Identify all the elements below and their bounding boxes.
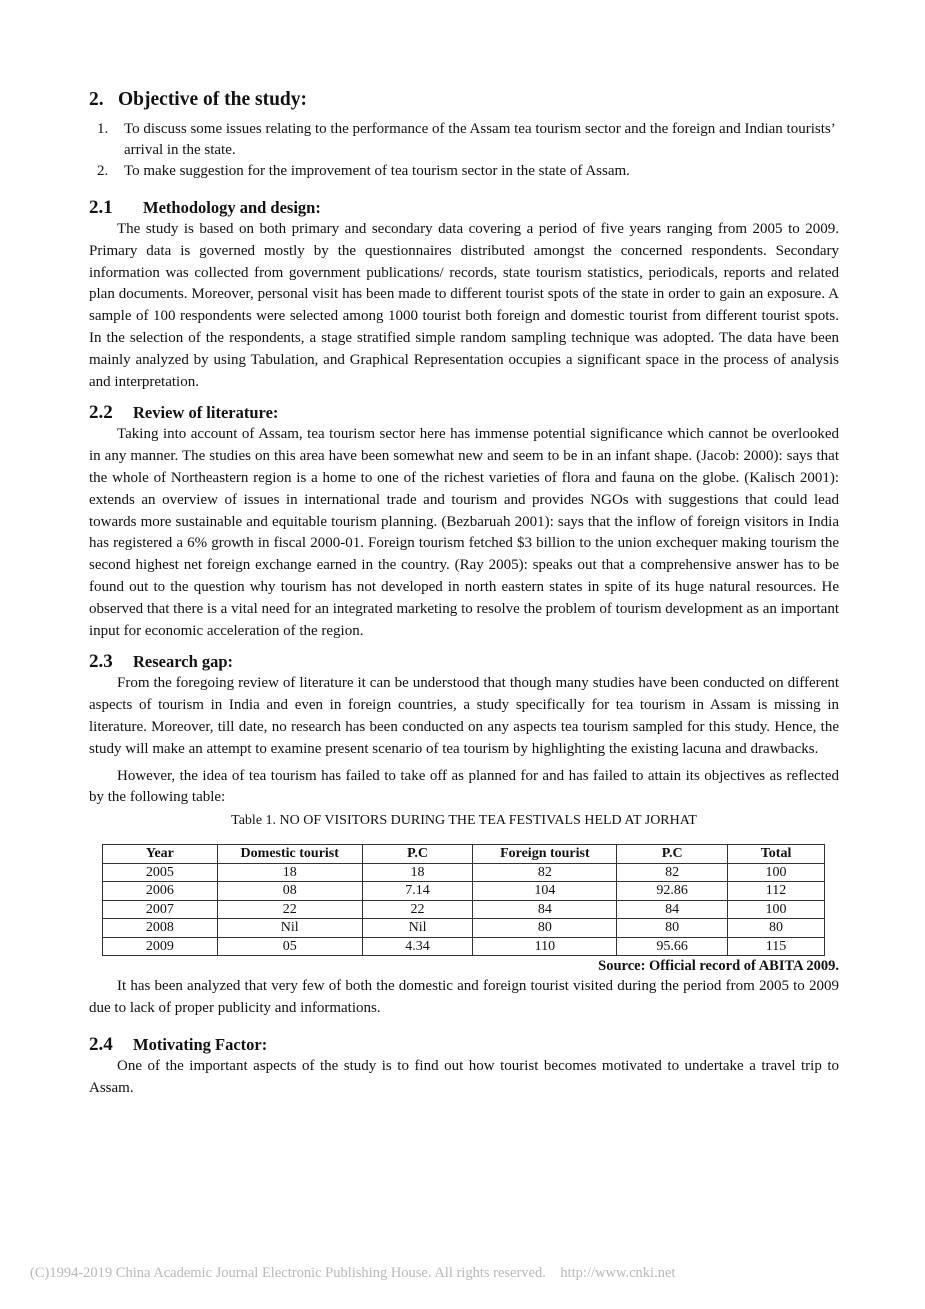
- column-header: P.C: [362, 845, 473, 864]
- list-text: To make suggestion for the improvement of tea tourism sector in the state of Assam.: [124, 163, 630, 179]
- table-header-row: [103, 845, 825, 864]
- section-number: 2.3: [89, 651, 113, 673]
- objectives-list: [89, 119, 839, 182]
- table-cell: Nil: [217, 919, 362, 938]
- column-header: Foreign tourist: [473, 845, 617, 864]
- table-caption: Table 1. NO OF VISITORS DURING THE TEA FESTIVALS HELD AT JORHAT: [231, 813, 697, 829]
- table-row: [103, 937, 825, 956]
- table-cell: 95.66: [617, 937, 728, 956]
- list-text: To discuss some issues relating to the performance of the Assam tea tourism sector and the foreign and Indian tourists’ arrival in the state.: [124, 121, 835, 158]
- section-2-2-heading: [89, 402, 839, 424]
- section-title: Objective of the study:: [118, 89, 308, 110]
- table-cell: 82: [473, 863, 617, 882]
- research-gap-paragraph: From the foregoing review of literature it can be understood that though many studies have been conducted on different aspects of tourism in India and even in foreign countries, a study specifically for tea tourism in Assam is missing in literature. Moreover, till date, no research has been conducted on any aspects tea tourism sampled for this study. Hence, the study will make an attempt to examine present scenario of tea tourism by highlighting the existing lacuna and drawbacks.: [89, 675, 839, 757]
- table-row: [103, 863, 825, 882]
- column-header: Total: [728, 845, 825, 864]
- footer-url[interactable]: http://www.cnki.net: [560, 1265, 676, 1281]
- column-header: P.C: [617, 845, 728, 864]
- section-number: 2.4: [89, 1033, 113, 1055]
- literature-review-paragraph: Taking into account of Assam, tea tourism sector here has immense potential significance which cannot be overlooked in any manner. The studies on this area have been somewhat new and seem to be in an infant shape. (Jacob: 2000): says that the whole of Northeastern region is a home to one of the richest varieties of flora and fauna on the globe. (Kalisch 2001): extends an overview of issues in international trade and tourism and provides NGOs with suggestions that could lead towards more sustainable and equitable tourism planning. (Bezbaruah 2001): says that the inflow of foreign visitors in India has registered a 6% growth in fiscal 2000-01. Foreign tourism fetched $3 billion to the union exchequer making tourism the second highest net foreign exchange earned in the country. (Ray 2005): speaks out that a comprehensive answer has to be found out to the question why tourism has not developed in north eastern states in spite of its huge natural resources. He observed that there is a vital need for an integrated marketing to resolve the problem of tourism development as an important input for economic acceleration of the region.: [89, 426, 839, 639]
- table-cell: 100: [728, 900, 825, 919]
- research-gap-paragraph-2: However, the idea of tea tourism has failed to take off as planned for and has failed to attain its objectives as reflected by the following table:: [89, 767, 839, 806]
- section-2-heading: [89, 88, 839, 112]
- section-title: Motivating Factor:: [133, 1034, 268, 1054]
- table-cell: 100: [728, 863, 825, 882]
- section-2-4-heading: [89, 1034, 839, 1056]
- copyright-footer: [30, 1265, 675, 1282]
- section-title: Review of literature:: [133, 403, 279, 423]
- table-cell: 05: [217, 937, 362, 956]
- table-cell: 18: [362, 863, 473, 882]
- table-cell: 18: [217, 863, 362, 882]
- analysis-paragraph: It has been analyzed that very few of both the domestic and foreign tourist visited during the period from 2005 to 2009 due to lack of proper publicity and informations.: [89, 978, 839, 1016]
- section-2-1-heading: [89, 197, 839, 219]
- table-cell: 2007: [103, 900, 218, 919]
- table-cell: 115: [728, 937, 825, 956]
- table-cell: 92.86: [617, 882, 728, 901]
- table-cell: 82: [617, 863, 728, 882]
- section-number: 2.: [89, 89, 104, 110]
- table-row: [103, 882, 825, 901]
- table-cell: 2008: [103, 919, 218, 938]
- table-cell: 08: [217, 882, 362, 901]
- table-cell: 80: [617, 919, 728, 938]
- table-cell: 22: [362, 900, 473, 919]
- table-cell: 22: [217, 900, 362, 919]
- table-cell: 2006: [103, 882, 218, 901]
- page-content: [89, 88, 839, 1099]
- motivating-factor-paragraph: One of the important aspects of the study is to find out how tourist becomes motivated to undertake a travel trip to Assam.: [89, 1057, 839, 1096]
- table-cell: 112: [728, 882, 825, 901]
- table-row: [103, 900, 825, 919]
- table-cell: 2005: [103, 863, 218, 882]
- list-item: [89, 161, 839, 182]
- list-number: 1.: [97, 121, 109, 137]
- section-title: Methodology and design:: [143, 198, 321, 217]
- list-number: 2.: [97, 163, 109, 179]
- column-header: Year: [103, 845, 218, 864]
- table-cell: 2009: [103, 937, 218, 956]
- table-cell: 84: [473, 900, 617, 919]
- copyright-text: (C)1994-2019 China Academic Journal Electronic Publishing House. All rights reserved.: [30, 1265, 546, 1281]
- visitors-table: [102, 844, 825, 956]
- section-number: 2.1: [89, 197, 113, 218]
- column-header: Domestic tourist: [217, 845, 362, 864]
- table-cell: 80: [473, 919, 617, 938]
- section-title: Research gap:: [133, 652, 234, 672]
- table-cell: 104: [473, 882, 617, 901]
- methodology-paragraph: The study is based on both primary and secondary data covering a period of five years ranging from 2005 to 2009. Primary data is governed mostly by the questionnaires distributed amongst the concerned respondents. Secondary information was collected from government publications/ records, state tourism statistics, periodicals, reports and related plan documents. Moreover, personal visit has been made to different tourist spots of the state in order to gain an exposure. A sample of 100 respondents were selected among 1000 tourist both foreign and domestic tourist from different tourist spots. In the selection of the respondents, a stage stratified simple random sampling technique was adopted. The data have been mainly analyzed by using Tabulation, and Graphical Representation occupies a significant space in the process of analysis and interpretation.: [89, 221, 839, 390]
- table-cell: 84: [617, 900, 728, 919]
- table-cell: 7.14: [362, 882, 473, 901]
- list-item: [89, 119, 839, 161]
- table-cell: 80: [728, 919, 825, 938]
- table-source: Source: Official record of ABITA 2009.: [598, 958, 839, 975]
- table-row: [103, 919, 825, 938]
- table-cell: Nil: [362, 919, 473, 938]
- section-2-3-heading: [89, 651, 839, 673]
- section-number: 2.2: [89, 402, 113, 424]
- table-cell: 4.34: [362, 937, 473, 956]
- table-cell: 110: [473, 937, 617, 956]
